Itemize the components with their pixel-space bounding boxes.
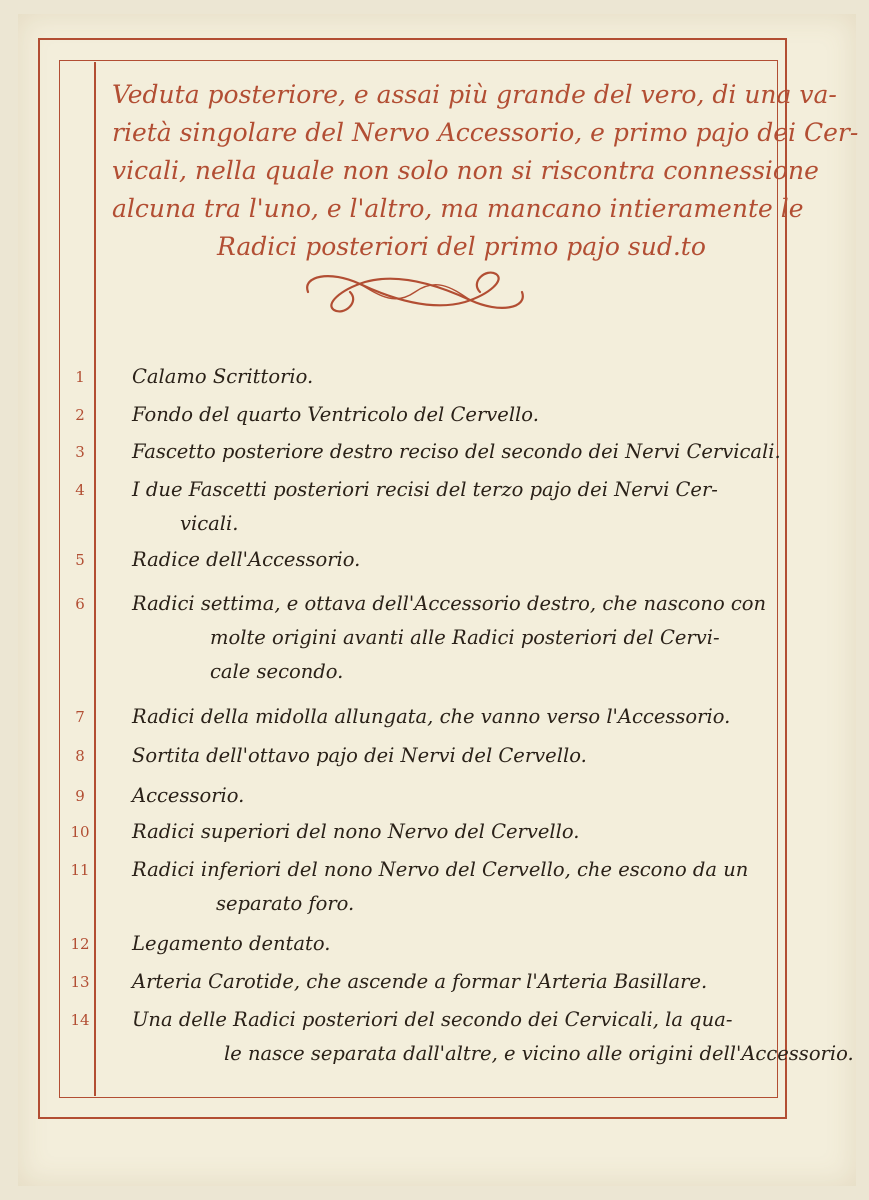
- entry-number: 8: [75, 747, 85, 765]
- heading-line: alcuna tra l'uno, e l'altro, ma mancano intieramente le: [112, 194, 804, 223]
- entry-continuation: vicali.: [180, 512, 239, 535]
- entry-text: I due Fascetti posteriori recisi del terzo pajo dei Nervi Cer-: [132, 478, 718, 501]
- heading-line: Radici posteriori del primo pajo sud.to: [217, 232, 706, 261]
- entry-number: 11: [70, 861, 90, 879]
- entry-continuation: molte origini avanti alle Radici posteriori del Cervi-: [210, 626, 720, 649]
- entry-number: 1: [75, 368, 85, 386]
- entry-number: 6: [75, 595, 85, 613]
- entry-text: Calamo Scrittorio.: [132, 365, 314, 388]
- entry-text: Radici settima, e ottava dell'Accessorio destro, che nascono con: [132, 592, 767, 615]
- entry-text: Fondo del quarto Ventricolo del Cervello.: [132, 403, 539, 426]
- entry-number: 7: [75, 708, 85, 726]
- entry-text: Radici superiori del nono Nervo del Cervello.: [132, 820, 580, 843]
- entry-number: 3: [75, 443, 85, 461]
- entry-text: Fascetto posteriore destro reciso del secondo dei Nervi Cervicali.: [132, 440, 781, 463]
- heading: [112, 76, 859, 266]
- entry-text: Arteria Carotide, che ascende a formar l'Arteria Basillare.: [132, 970, 708, 993]
- entry-number: 9: [75, 787, 85, 805]
- entry-number: 12: [70, 935, 90, 953]
- entry-number: 4: [75, 481, 85, 499]
- heading-line: Veduta posteriore, e assai più grande del vero, di una va-: [112, 80, 837, 109]
- flourish-ornament: [300, 262, 530, 322]
- entry-number: 2: [75, 406, 85, 424]
- entry-text: Accessorio.: [132, 784, 245, 807]
- entry-continuation: separato foro.: [216, 892, 355, 915]
- entry-number: 5: [75, 551, 85, 569]
- entry-continuation: cale secondo.: [210, 660, 344, 683]
- entry-continuation: le nasce separata dall'altre, e vicino alle origini dell'Accessorio.: [224, 1042, 854, 1065]
- entry-text: Radici della midolla allungata, che vanno verso l'Accessorio.: [132, 705, 731, 728]
- heading-line: vicali, nella quale non solo non si riscontra connessione: [112, 156, 819, 185]
- heading-line: rietà singolare del Nervo Accessorio, e primo pajo dei Cer-: [112, 118, 859, 147]
- entry-text: Radici inferiori del nono Nervo del Cervello, che escono da un: [132, 858, 749, 881]
- entry-text: Legamento dentato.: [132, 932, 331, 955]
- entry-number: 10: [70, 823, 90, 841]
- entry-text: Una delle Radici posteriori del secondo dei Cervicali, la qua-: [132, 1008, 733, 1031]
- entry-text: Radice dell'Accessorio.: [132, 548, 361, 571]
- entry-number: 14: [70, 1011, 90, 1029]
- entry-text: Sortita dell'ottavo pajo dei Nervi del Cervello.: [132, 744, 587, 767]
- entry-number: 13: [70, 973, 90, 991]
